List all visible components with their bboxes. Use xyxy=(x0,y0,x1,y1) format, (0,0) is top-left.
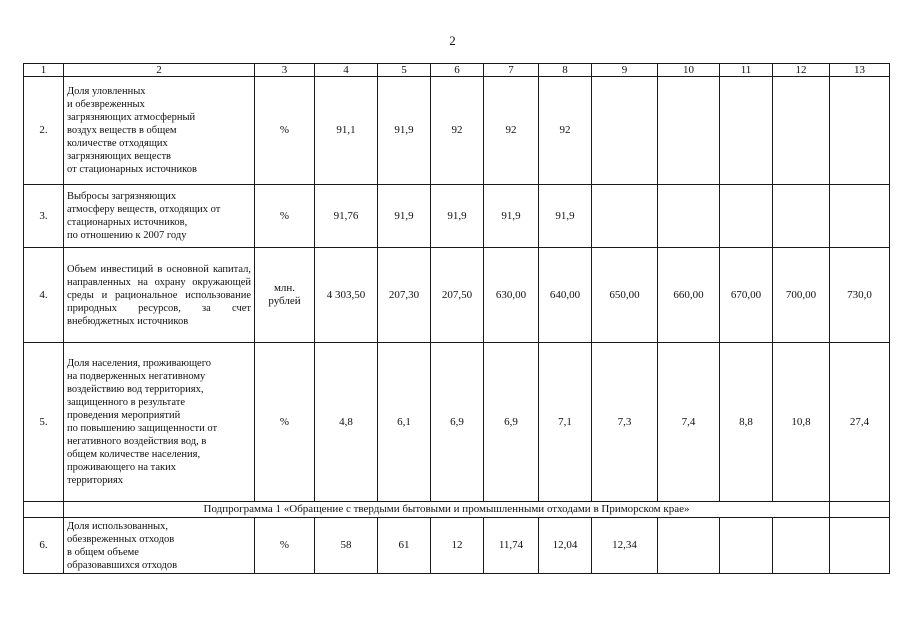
value-cell xyxy=(830,185,890,248)
value-cell: 6,9 xyxy=(484,343,539,502)
value-cell: 4,8 xyxy=(315,343,378,502)
value-cell: 11,74 xyxy=(484,518,539,574)
unit-of-measure: % xyxy=(255,185,315,248)
column-number: 13 xyxy=(830,64,890,77)
column-number: 5 xyxy=(378,64,431,77)
unit-of-measure: % xyxy=(255,77,315,185)
value-cell: 12,04 xyxy=(539,518,592,574)
empty-cell xyxy=(24,502,64,518)
value-cell xyxy=(773,77,830,185)
value-cell: 4 303,50 xyxy=(315,248,378,343)
column-number: 8 xyxy=(539,64,592,77)
value-cell: 91,1 xyxy=(315,77,378,185)
indicator-name: Объем инвестиций в основной капитал, направленных на охрану окружающей среды и рациональное использование природных ресурсов, за счет внебюджетных источников xyxy=(64,248,255,343)
value-cell: 91,9 xyxy=(484,185,539,248)
value-cell: 207,30 xyxy=(378,248,431,343)
row-number: 5. xyxy=(24,343,64,502)
column-number: 11 xyxy=(720,64,773,77)
value-cell: 91,9 xyxy=(378,185,431,248)
column-number: 1 xyxy=(24,64,64,77)
value-cell: 10,8 xyxy=(773,343,830,502)
value-cell xyxy=(592,77,658,185)
value-cell: 6,1 xyxy=(378,343,431,502)
column-number: 10 xyxy=(658,64,720,77)
value-cell: 91,9 xyxy=(431,185,484,248)
value-cell xyxy=(592,185,658,248)
indicator-name: Доля населения, проживающего на подверженных негативному воздействию вод территориях, защищенного в результате проведения мероприятий по повышению защищенности от негативного воздействия вод, в общем количестве населения, проживающего на таких территориях xyxy=(64,343,255,502)
value-cell: 207,50 xyxy=(431,248,484,343)
unit-of-measure: млн. рублей xyxy=(255,248,315,343)
value-cell xyxy=(658,518,720,574)
value-cell: 700,00 xyxy=(773,248,830,343)
column-number: 12 xyxy=(773,64,830,77)
column-number: 2 xyxy=(64,64,255,77)
header-row xyxy=(24,64,890,77)
value-cell: 91,76 xyxy=(315,185,378,248)
subprogram-row xyxy=(24,502,890,518)
table-row xyxy=(24,343,890,502)
value-cell: 61 xyxy=(378,518,431,574)
unit-of-measure: % xyxy=(255,343,315,502)
value-cell: 92 xyxy=(484,77,539,185)
value-cell: 6,9 xyxy=(431,343,484,502)
unit-of-measure: % xyxy=(255,518,315,574)
value-cell: 91,9 xyxy=(539,185,592,248)
value-cell: 92 xyxy=(431,77,484,185)
page-number: 2 xyxy=(449,33,456,48)
indicator-name: Доля уловленных и обезвреженных загрязняющих атмосферный воздух веществ в общем количестве отходящих загрязняющих веществ от стационарных источников xyxy=(64,77,255,185)
value-cell: 7,1 xyxy=(539,343,592,502)
empty-cell xyxy=(830,502,890,518)
value-cell: 650,00 xyxy=(592,248,658,343)
indicator-name: Выбросы загрязняющих атмосферу веществ, отходящих от стационарных источников, по отношению к 2007 году xyxy=(64,185,255,248)
column-number: 6 xyxy=(431,64,484,77)
value-cell: 27,4 xyxy=(830,343,890,502)
value-cell xyxy=(773,518,830,574)
indicators-table xyxy=(23,63,890,574)
value-cell: 12 xyxy=(431,518,484,574)
value-cell xyxy=(720,185,773,248)
column-number: 9 xyxy=(592,64,658,77)
value-cell: 630,00 xyxy=(484,248,539,343)
value-cell xyxy=(830,518,890,574)
value-cell: 670,00 xyxy=(720,248,773,343)
value-cell: 92 xyxy=(539,77,592,185)
row-number: 3. xyxy=(24,185,64,248)
row-number: 4. xyxy=(24,248,64,343)
value-cell xyxy=(720,77,773,185)
column-number: 4 xyxy=(315,64,378,77)
subprogram-title: Подпрограмма 1 «Обращение с твердыми бытовыми и промышленными отходами в Приморском крае» xyxy=(64,502,830,518)
table-row xyxy=(24,248,890,343)
column-number: 7 xyxy=(484,64,539,77)
value-cell: 660,00 xyxy=(658,248,720,343)
value-cell: 8,8 xyxy=(720,343,773,502)
value-cell: 91,9 xyxy=(378,77,431,185)
value-cell: 58 xyxy=(315,518,378,574)
value-cell xyxy=(720,518,773,574)
row-number: 6. xyxy=(24,518,64,574)
value-cell: 640,00 xyxy=(539,248,592,343)
value-cell: 12,34 xyxy=(592,518,658,574)
value-cell: 730,0 xyxy=(830,248,890,343)
indicator-name: Доля использованных, обезвреженных отходов в общем объеме образовавшихся отходов xyxy=(64,518,255,574)
value-cell xyxy=(773,185,830,248)
value-cell xyxy=(658,77,720,185)
value-cell xyxy=(830,77,890,185)
value-cell: 7,3 xyxy=(592,343,658,502)
value-cell xyxy=(658,185,720,248)
table-row xyxy=(24,77,890,185)
table-row xyxy=(24,518,890,574)
column-number: 3 xyxy=(255,64,315,77)
table-row xyxy=(24,185,890,248)
row-number: 2. xyxy=(24,77,64,185)
value-cell: 7,4 xyxy=(658,343,720,502)
